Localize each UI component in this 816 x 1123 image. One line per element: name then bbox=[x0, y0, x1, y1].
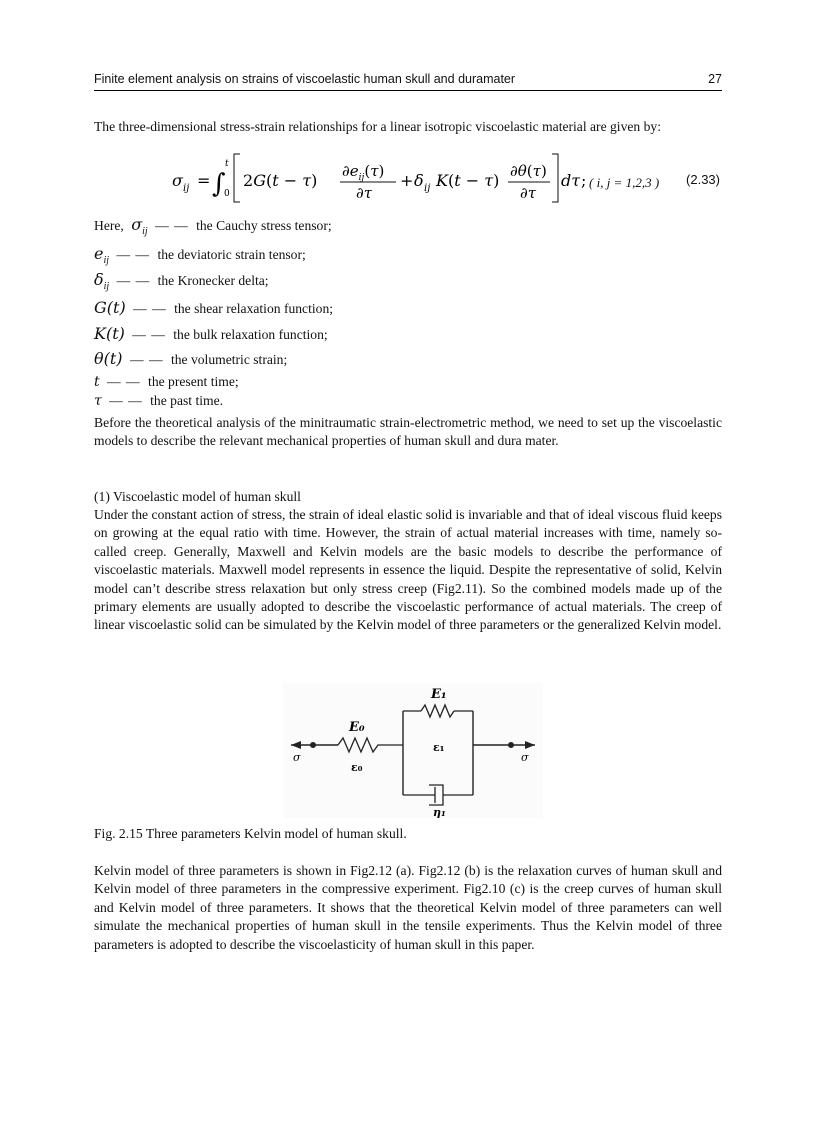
svg-text:∂eij(τ): $\partial e_{ij}(\tau)$ bbox=[342, 162, 385, 183]
dash: — — bbox=[116, 247, 151, 262]
dash: — — bbox=[107, 374, 141, 389]
header-title: Finite element analysis on strains of viscoelastic human skull and duramater bbox=[94, 72, 516, 86]
dash: — — bbox=[129, 352, 164, 367]
page-number: 27 bbox=[708, 72, 722, 86]
definition-text: the Kronecker delta; bbox=[157, 273, 269, 288]
definition-text: the Cauchy stress tensor; bbox=[196, 218, 332, 233]
definition-text: the volumetric strain; bbox=[170, 352, 288, 367]
equation-graphic bbox=[94, 150, 654, 210]
kelvin-model-figure bbox=[283, 683, 543, 818]
svg-text:t: t bbox=[225, 159, 229, 169]
definition-row bbox=[94, 324, 722, 345]
svg-text:dτ: dτ bbox=[561, 171, 581, 190]
definition-row bbox=[94, 215, 722, 242]
label-epsilon0: ε₀ bbox=[351, 761, 363, 774]
label-E0: E₀ bbox=[349, 720, 365, 735]
definition-text: the past time. bbox=[150, 393, 224, 408]
symbol-subscript: ij bbox=[103, 255, 110, 266]
definition-row bbox=[94, 244, 722, 271]
label-E1: E₁ bbox=[431, 687, 447, 702]
svg-text:K(t − τ): K(t − τ) bbox=[436, 171, 500, 190]
svg-text:δ: δ bbox=[414, 171, 424, 190]
dash: — — bbox=[133, 301, 167, 316]
svg-text:∫: ∫ bbox=[212, 169, 226, 199]
dash: — — bbox=[155, 218, 189, 233]
paragraph-kelvin-results: Kelvin model of three parameters is shown in Fig2.12 (a). Fig2.12 (b) is the relaxation curves of human skull and Kelvin model of three parameters in the compressive experiment. Fig2.10 (c) is the creep curves of human skull and Kelvin model of three parameters. It shows that the theoretical Kelvin model of three parameters can well simulate the mechanical properties of human skull in the tensile experiments. Thus the Kelvin model of three parameters is adopted to describe the viscoelasticity of human skull in this paper. bbox=[94, 863, 722, 952]
svg-text:;: ; bbox=[581, 171, 587, 190]
dash: — — bbox=[132, 327, 166, 342]
symbol: G(t) bbox=[94, 298, 126, 317]
symbol: δ bbox=[94, 270, 104, 289]
svg-text:σ: σ bbox=[172, 171, 183, 190]
symbol: θ(t) bbox=[94, 349, 123, 368]
definition-row bbox=[94, 372, 722, 392]
label-eta1: η₁ bbox=[433, 806, 446, 818]
equation-2-33 bbox=[94, 150, 722, 210]
definition-text: the deviatoric strain tensor; bbox=[157, 247, 306, 262]
definition-row bbox=[94, 349, 722, 370]
symbol-subscript: ij bbox=[142, 226, 148, 237]
symbol: σ bbox=[131, 215, 143, 234]
definitions-lead: Here, bbox=[94, 218, 124, 233]
figure-caption: Fig. 2.15 Three parameters Kelvin model of human skull. bbox=[94, 826, 407, 841]
svg-text:ij: ij bbox=[183, 183, 190, 194]
svg-text:+: + bbox=[400, 171, 414, 190]
svg-text:2G(t − τ): 2G(t − τ) bbox=[243, 171, 318, 190]
definition-text: the shear relaxation function; bbox=[174, 301, 334, 316]
paragraph-viscoelastic: Under the constant action of stress, the strain of ideal elastic solid is invariable and that of ideal viscous fluid keeps on growing at the equal ratio with time. However, the strain of actual material increases with time, namely so-called creep. Generally, Maxwell and Kelvin models are the basic models to describe the performance of viscoelastic materials. Maxwell model represents in essence the liquid. Despite the representative of solid, Kelvin model can’t describe stress relaxation but only stress creep (Fig2.11). So the combined models made up of the primary elements are usually adopted to describe the viscoelastic performance of actual materials. The creep of linear viscoelastic solid can be simulated by the Kelvin model of three parameters or the generalized Kelvin model. bbox=[94, 507, 722, 633]
symbol: K(t) bbox=[94, 324, 125, 343]
symbol-subscript: ij bbox=[103, 281, 110, 292]
definition-text: the bulk relaxation function; bbox=[173, 327, 328, 342]
svg-text:∂τ: ∂τ bbox=[356, 184, 373, 202]
definition-row bbox=[94, 270, 722, 297]
paragraph-models-intro: Before the theoretical analysis of the minitraumatic strain-electrometric method, we need to set up the viscoelastic models to describe the relevant mechanical properties of human skull and dura mater. bbox=[94, 415, 722, 449]
section-heading: (1) Viscoelastic model of human skull bbox=[94, 489, 301, 504]
dash: — — bbox=[116, 273, 151, 288]
definition-row bbox=[94, 298, 722, 319]
svg-text:ij: ij bbox=[424, 183, 431, 194]
label-sigma-left: σ bbox=[293, 751, 301, 764]
equation-number: (2.33) bbox=[686, 172, 720, 187]
symbol: t bbox=[94, 374, 100, 390]
definition-text: the present time; bbox=[148, 374, 239, 389]
dash: — — bbox=[109, 393, 143, 408]
svg-text:=: = bbox=[197, 171, 211, 190]
symbol: τ bbox=[94, 393, 102, 409]
svg-text:∂θ(τ): ∂θ(τ) bbox=[510, 162, 547, 180]
running-header bbox=[94, 70, 722, 91]
definition-row bbox=[94, 391, 722, 411]
intro-paragraph: The three-dimensional stress-strain relationships for a linear isotropic viscoelastic material are given by: bbox=[94, 119, 661, 134]
kelvin-model-diagram bbox=[283, 683, 543, 818]
symbol: e bbox=[94, 244, 104, 263]
label-epsilon1: ε₁ bbox=[433, 741, 445, 754]
equation-indices: ( i, j = 1,2,3 ) bbox=[589, 175, 660, 190]
label-sigma-right: σ bbox=[521, 751, 529, 764]
svg-text:0: 0 bbox=[224, 189, 230, 199]
svg-text:∂τ: ∂τ bbox=[520, 184, 537, 202]
